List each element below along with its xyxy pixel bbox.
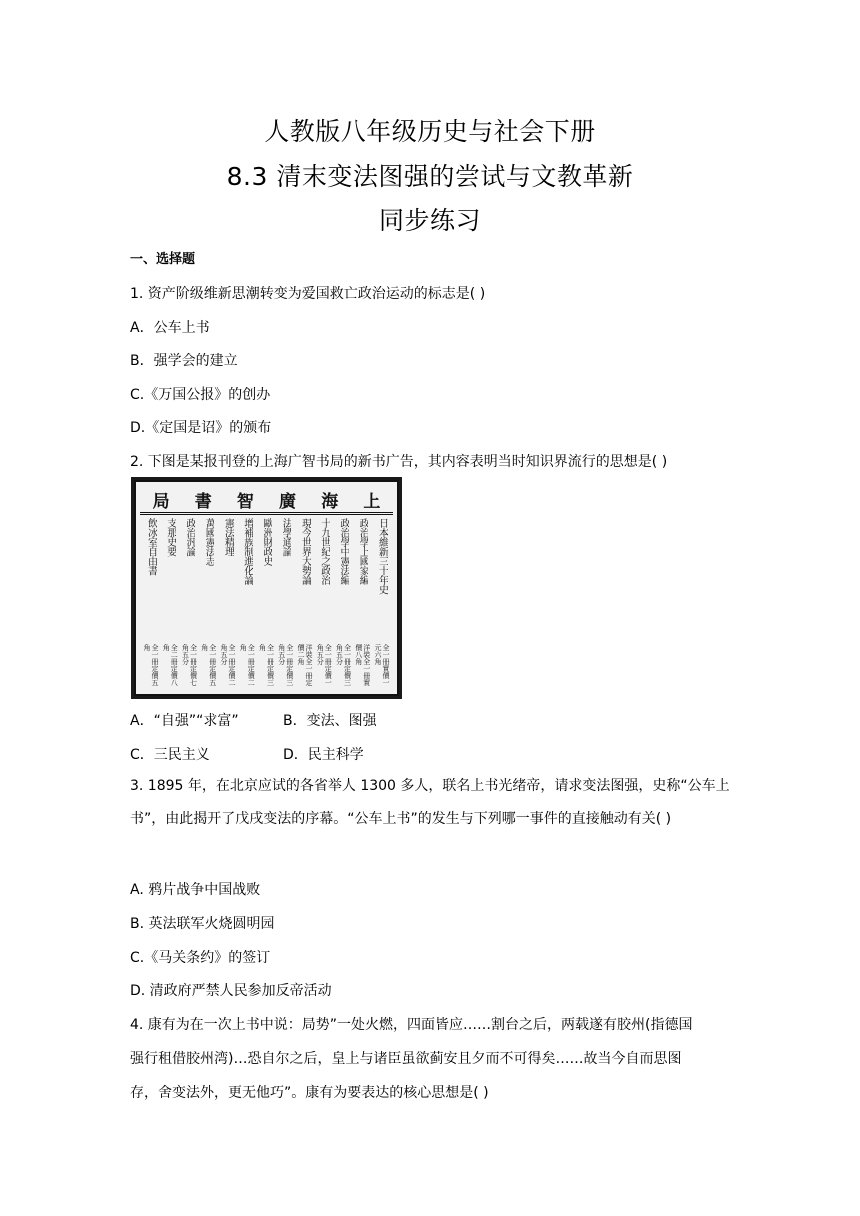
ad-book-title: 支那史要	[164, 518, 176, 556]
ad-book-entry	[142, 518, 160, 690]
question-1-option-a: A．公车上书	[130, 320, 210, 336]
ad-header-char: 廣	[279, 491, 297, 512]
ad-book-title: 政治汎論	[184, 518, 195, 556]
question-2-option-c: C．三民主义	[130, 747, 210, 763]
question-2-option-b: B．变法、图强	[283, 713, 377, 729]
ad-book-entry	[335, 518, 353, 690]
ad-book-entry	[296, 518, 314, 690]
ad-book-title: 現今世界大勢論	[299, 518, 311, 585]
question-4-stem-line-3: 存，舍变法外，更无他巧”。康有为要表达的核心思想是( )	[130, 1085, 489, 1101]
ad-book-title: 法學通論	[280, 518, 292, 556]
ad-book-price: 全二冊定價八角	[162, 644, 179, 686]
section-heading: 一、选择题	[130, 252, 196, 267]
question-2-stem: 2. 下图是某报刊登的上海广智书局的新书广告，其内容表明当时知识界流行的思想是( )	[130, 454, 668, 470]
ad-book-price: 全一冊實價一元六角	[374, 644, 390, 686]
ad-book-title: 十九世紀之政治	[318, 518, 330, 585]
ad-book-price: 全一冊定價三角五分	[335, 644, 352, 686]
ad-book-title: 萬國憲法志	[203, 518, 215, 566]
ad-book-price: 全一冊定價一角五分	[316, 644, 333, 686]
ad-book-title: 政治學上國家編	[357, 518, 369, 585]
ad-book-price: 全一冊定價七角五分	[181, 644, 198, 686]
question-3-option-c: C.《马关条约》的签订	[130, 950, 271, 966]
question-2-option-d: D．民主科学	[283, 747, 364, 763]
ad-header-char: 局	[152, 491, 170, 512]
ad-book-title: 憲法精理	[222, 518, 234, 556]
ad-book-price: 全一冊定價三角五分	[277, 644, 294, 686]
ad-book-entry	[277, 518, 295, 690]
ad-book-price: 全一冊定價二角五分	[220, 644, 236, 686]
ad-book-title: 增補族制進化論	[241, 518, 253, 585]
ad-book-price: 全一冊定價二角	[239, 644, 256, 686]
ad-book-price: 洋裝全一冊定價二角	[297, 644, 313, 686]
ad-book-entry	[200, 518, 218, 690]
question-3-option-d: D. 清政府严禁人民参加反帝活动	[130, 983, 332, 999]
question-3-option-a: A. 鸦片战争中国战败	[130, 882, 261, 898]
ad-book-entry	[238, 518, 256, 690]
ad-book-title: 飲冰室自由書	[145, 518, 157, 575]
ad-book-entry	[161, 518, 179, 690]
ad-book-entry	[354, 518, 372, 690]
ad-book-list	[142, 518, 391, 690]
ad-book-entry	[181, 518, 199, 690]
question-4-stem-line-2: 强行租借胶州湾)…恐自尔之后，皇上与诸臣虽欲蓟安且夕而不可得矣……故当今自而思图	[130, 1051, 682, 1067]
bookstore-advertisement-image	[131, 477, 402, 699]
ad-book-title: 日本維新三十年史	[376, 518, 388, 594]
ad-book-title: 政治學中憲法編	[338, 518, 349, 585]
ad-book-entry	[258, 518, 276, 690]
question-1-stem: 1. 资产阶级维新思潮转变为爱国救亡政治运动的标志是( )	[130, 286, 486, 302]
ad-header-char: 上	[363, 491, 381, 512]
question-1-option-c: C.《万国公报》的创办	[130, 387, 271, 403]
doc-title: 人教版八年级历史与社会下册	[264, 117, 596, 146]
question-1-option-b: B．强学会的建立	[130, 353, 238, 369]
ad-book-price: 全一冊定價五角	[143, 644, 159, 686]
ad-book-title: 歐洲財政史	[261, 518, 272, 566]
ad-header	[140, 486, 393, 515]
ad-header-char: 海	[321, 491, 339, 512]
ad-book-price: 全一冊定價三角	[258, 644, 275, 686]
doc-subtitle: 8.3 清末变法图强的尝试与文教革新	[226, 162, 634, 191]
ad-book-entry	[219, 518, 237, 690]
question-3-option-b: B. 英法联军火烧圆明园	[130, 916, 275, 932]
ad-header-char: 書	[194, 491, 212, 512]
ad-book-entry	[315, 518, 333, 690]
ad-book-price: 全一冊定價五角	[200, 644, 217, 686]
question-3-stem: 3. 1895 年，在北京应试的各省举人 1300 多人，联名上书光绪帝，请求变法图强，史称“公车上书”，由此揭开了戊戌变法的序幕。“公车上书”的发生与下列哪一事件的直接触动有关( )	[130, 778, 730, 827]
ad-book-price: 洋裝全一冊實價八角	[354, 644, 371, 686]
ad-book-entry	[373, 518, 391, 690]
ad-header-char: 智	[236, 491, 254, 512]
question-4-stem-line-1: 4. 康有为在一次上书中说：局势”一处火燃，四面皆应……割台之后，两载遂有胶州(指德国	[130, 1017, 693, 1033]
question-2-option-a: A．“自强”“求富”	[130, 713, 239, 729]
question-1-option-d: D.《定国是诏》的颁布	[130, 420, 272, 436]
doc-subtitle-2: 同步练习	[378, 206, 481, 235]
